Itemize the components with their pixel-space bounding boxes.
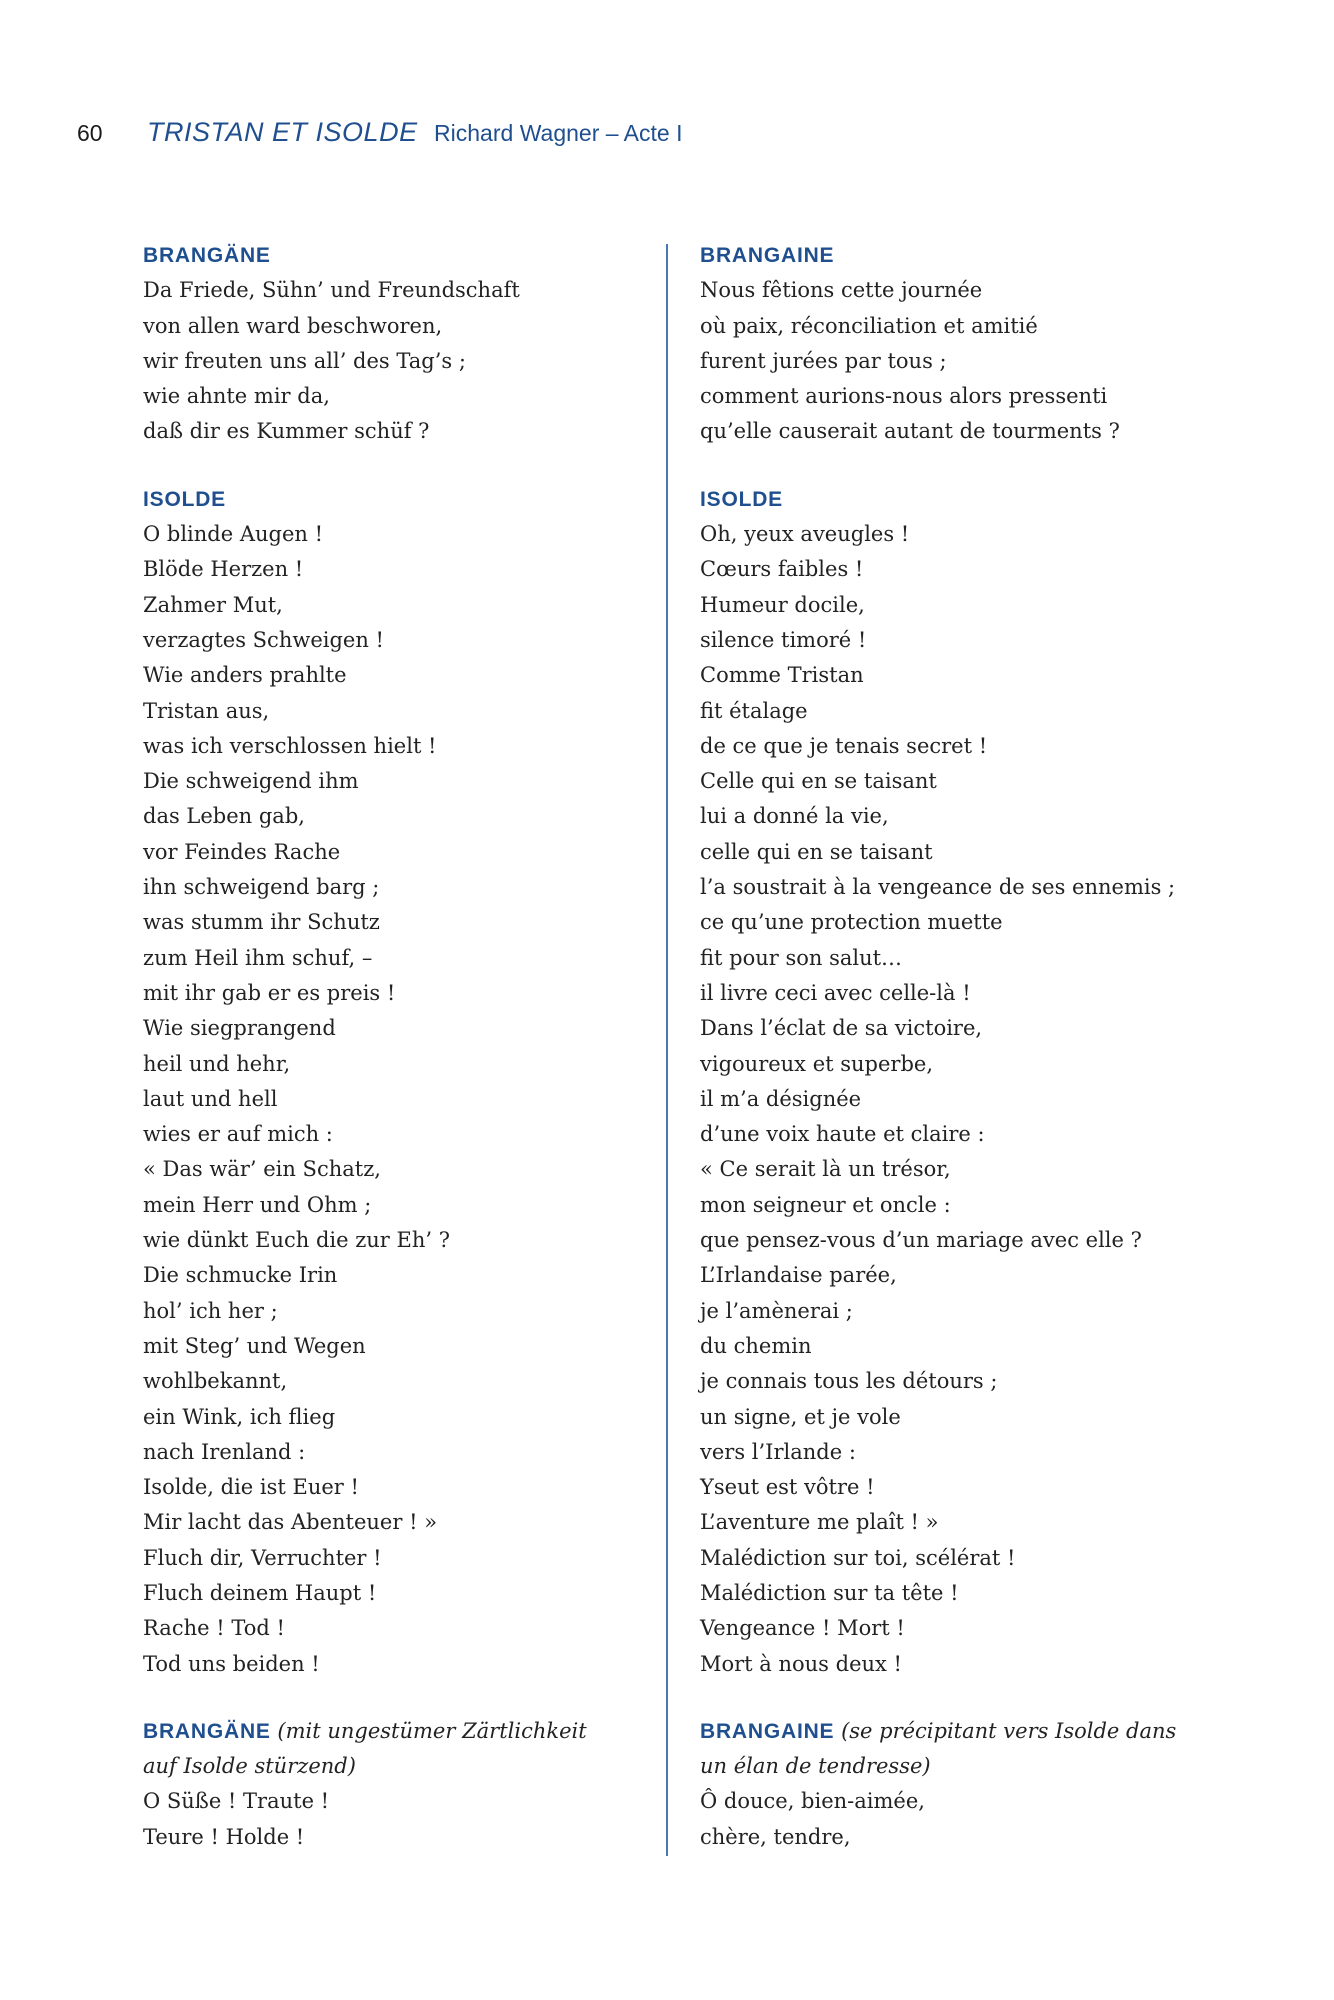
verse-line: Wie anders prahlte <box>143 663 347 688</box>
verse-line: vor Feindes Rache <box>143 839 341 864</box>
verse-line: celle qui en se taisant <box>700 839 933 864</box>
verse-line: mon seigneur et oncle : <box>700 1192 951 1217</box>
speaker-name: BRANGÄNE <box>143 244 271 267</box>
verse-line: verzagtes Schweigen ! <box>143 627 384 652</box>
verse-line: ihn schweigend barg ; <box>143 875 380 900</box>
french-block-brangaine-2 <box>700 1714 1230 1855</box>
verse-line: Teure ! Holde ! <box>143 1824 305 1849</box>
verse-line: wohlbekannt, <box>143 1369 288 1394</box>
stage-direction: (mit ungestümer Zärtlichkeit <box>277 1718 587 1743</box>
speaker-name: BRANGÄNE <box>143 1719 271 1743</box>
verse-line: was stumm ihr Schutz <box>143 910 380 935</box>
verse-line: du chemin <box>700 1333 812 1358</box>
speaker-name: ISOLDE <box>143 487 226 511</box>
verse-line: Celle qui en se taisant <box>700 769 937 794</box>
verse-line: « Das wär’ ein Schatz, <box>143 1157 381 1182</box>
verse-line: Da Friede, Sühn’ und Freundschaft <box>143 278 520 303</box>
verse-line: Wie siegprangend <box>143 1016 336 1041</box>
verse-line: ce qu’une protection muette <box>700 910 1003 935</box>
verse-line: das Leben gab, <box>143 804 305 829</box>
verse-line: lui a donné la vie, <box>700 804 889 829</box>
verse-line: mit ihr gab er es preis ! <box>143 980 396 1005</box>
verse-line: L’aventure me plaît ! » <box>700 1510 939 1535</box>
verse-line: laut und hell <box>143 1086 278 1111</box>
verse-line: vigoureux et superbe, <box>700 1051 933 1076</box>
verse-line: fit étalage <box>700 698 808 723</box>
german-block-isolde <box>143 482 643 1682</box>
verse-line: von allen ward beschworen, <box>143 313 443 338</box>
verse-line: Ô douce, bien-aimée, <box>700 1789 925 1814</box>
verse-line: chère, tendre, <box>700 1824 851 1849</box>
verse-line: ein Wink, ich flieg <box>143 1404 336 1429</box>
stage-direction: auf Isolde stürzend) <box>143 1754 356 1779</box>
verse-line: Cœurs faibles ! <box>700 557 864 582</box>
verse-line: wies er auf mich : <box>143 1122 333 1147</box>
verse-line: was ich verschlossen hielt ! <box>143 733 437 758</box>
german-block-brangane-1 <box>143 238 643 450</box>
verse-line: comment aurions-nous alors pressenti <box>700 384 1108 409</box>
verse-line: je l’amènerai ; <box>700 1298 853 1323</box>
verse-line: Malédiction sur ta tête ! <box>700 1580 959 1605</box>
verse-line: où paix, réconciliation et amitié <box>700 313 1038 338</box>
verse-line: Nous fêtions cette journée <box>700 278 983 303</box>
verse-line: mit Steg’ und Wegen <box>143 1333 366 1358</box>
verse-line: Mir lacht das Abenteuer ! » <box>143 1510 438 1535</box>
french-block-brangaine-1 <box>700 238 1230 450</box>
verse-line: Isolde, die ist Euer ! <box>143 1475 359 1500</box>
verse-line: mein Herr und Ohm ; <box>143 1192 372 1217</box>
verse-line: Rache ! Tod ! <box>143 1616 285 1641</box>
verse-line: Oh, yeux aveugles ! <box>700 522 910 547</box>
verse-line: L’Irlandaise parée, <box>700 1263 897 1288</box>
verse-line: il m’a désignée <box>700 1086 862 1111</box>
opera-title: TRISTAN ET ISOLDE <box>147 117 418 147</box>
french-column <box>700 238 1230 1887</box>
verse-line: wir freuten uns all’ des Tag’s ; <box>143 348 466 373</box>
verse-line: hol’ ich her ; <box>143 1298 278 1323</box>
opera-subtitle: Richard Wagner – Acte I <box>434 120 683 146</box>
verse-line: Tod uns beiden ! <box>143 1651 320 1676</box>
verse-line: Blöde Herzen ! <box>143 557 304 582</box>
french-block-isolde <box>700 482 1230 1682</box>
verse-line: wie ahnte mir da, <box>143 384 330 409</box>
verse-line: Vengeance ! Mort ! <box>700 1616 905 1641</box>
verse-line: il livre ceci avec celle-là ! <box>700 980 971 1005</box>
verse-line: O Süße ! Traute ! <box>143 1789 330 1814</box>
speaker-name: BRANGAINE <box>700 244 835 267</box>
verse-line: O blinde Augen ! <box>143 522 324 547</box>
verse-line: de ce que je tenais secret ! <box>700 733 988 758</box>
verse-line: Mort à nous deux ! <box>700 1651 902 1676</box>
running-header <box>77 117 682 148</box>
verse-line: nach Irenland : <box>143 1439 306 1464</box>
verse-line: fit pour son salut… <box>700 945 903 970</box>
verse-line: l’a soustrait à la vengeance de ses ennemis ; <box>700 875 1176 900</box>
verse-line: je connais tous les détours ; <box>700 1369 998 1394</box>
verse-line: d’une voix haute et claire : <box>700 1122 985 1147</box>
verse-line: heil und hehr, <box>143 1051 291 1076</box>
verse-line: vers l’Irlande : <box>700 1439 856 1464</box>
german-block-brangane-2 <box>143 1714 643 1855</box>
verse-line: un signe, et je vole <box>700 1404 901 1429</box>
verse-line: qu’elle causerait autant de tourments ? <box>700 419 1120 444</box>
verse-line: wie dünkt Euch die zur Eh’ ? <box>143 1228 450 1253</box>
verse-line: Zahmer Mut, <box>143 592 283 617</box>
verse-line: silence timoré ! <box>700 627 867 652</box>
verse-line: Dans l’éclat de sa victoire, <box>700 1016 983 1041</box>
verse-line: « Ce serait là un trésor, <box>700 1157 951 1182</box>
speaker-name: BRANGAINE <box>700 1719 835 1743</box>
page-number: 60 <box>77 120 103 146</box>
verse-line: Fluch deinem Haupt ! <box>143 1580 377 1605</box>
german-column <box>143 238 643 1887</box>
verse-line: Yseut est vôtre ! <box>700 1475 875 1500</box>
verse-line: Humeur docile, <box>700 592 865 617</box>
column-divider <box>666 244 668 1856</box>
verse-line: Tristan aus, <box>143 698 270 723</box>
verse-line: zum Heil ihm schuf, – <box>143 945 373 970</box>
stage-direction: un élan de tendresse) <box>700 1754 931 1779</box>
verse-line: Fluch dir, Verruchter ! <box>143 1545 382 1570</box>
verse-line: Comme Tristan <box>700 663 864 688</box>
verse-line: Malédiction sur toi, scélérat ! <box>700 1545 1016 1570</box>
verse-line: furent jurées par tous ; <box>700 348 947 373</box>
verse-line: que pensez-vous d’un mariage avec elle ? <box>700 1228 1142 1253</box>
verse-line: daß dir es Kummer schüf ? <box>143 419 430 444</box>
verse-line: Die schmucke Irin <box>143 1263 338 1288</box>
stage-direction: (se précipitant vers Isolde dans <box>841 1718 1177 1743</box>
speaker-name: ISOLDE <box>700 487 783 511</box>
verse-line: Die schweigend ihm <box>143 769 359 794</box>
